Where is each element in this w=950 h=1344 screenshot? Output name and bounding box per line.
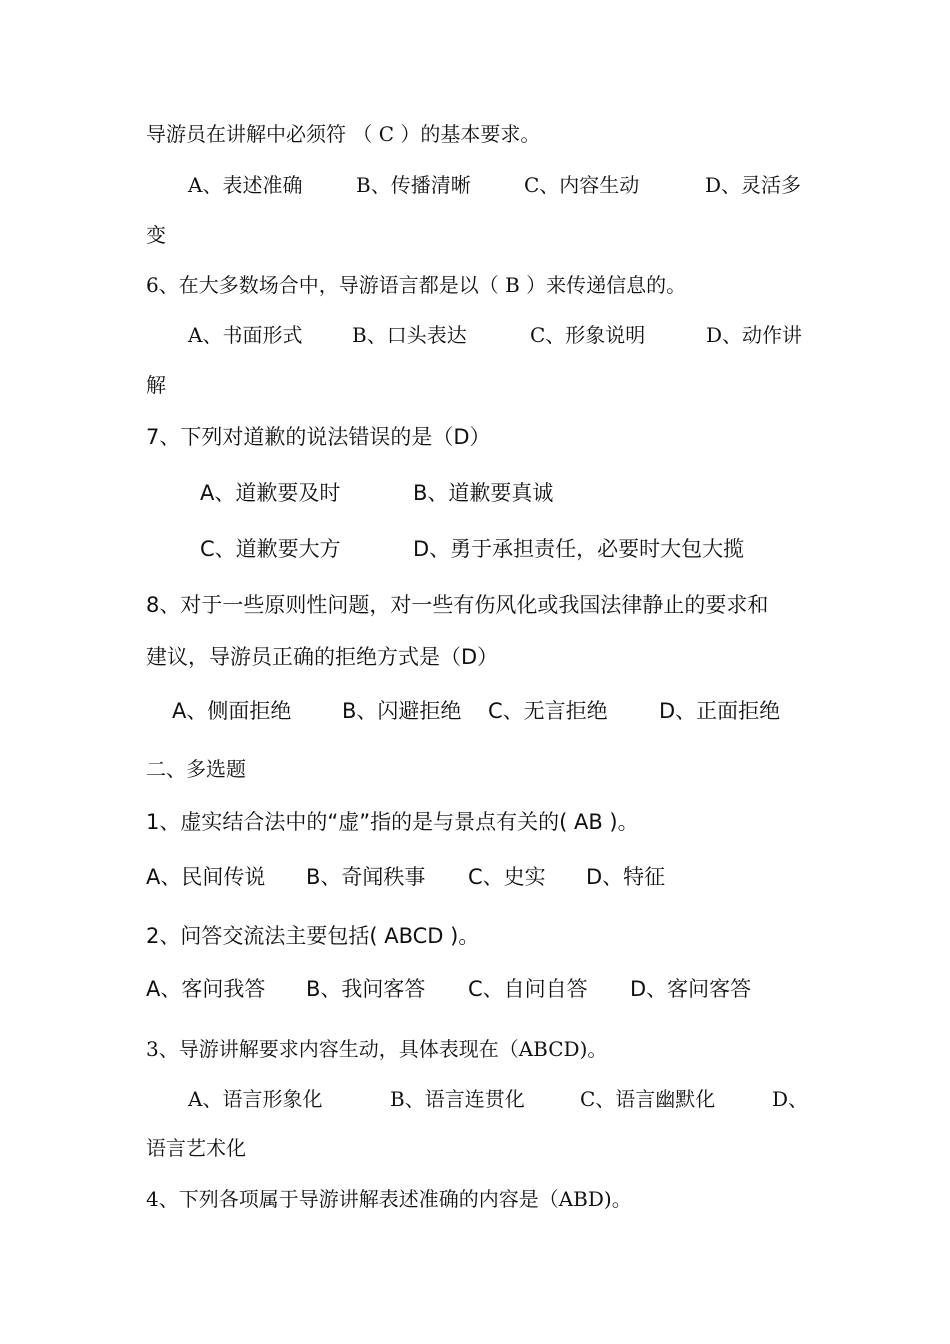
option-b: B、传播清晰 (356, 173, 471, 197)
option-b: B、语言连贯化 (390, 1087, 525, 1111)
option-c: C、形象说明 (530, 323, 646, 347)
option-a: A、客问我答 (146, 977, 266, 1001)
option-c: C、无言拒绝 (488, 699, 608, 723)
option-d: D、正面拒绝 (659, 699, 781, 723)
option-a: A、书面形式 (188, 323, 303, 347)
option-a: A、道歉要及时 (200, 481, 341, 505)
option-c: C、自问自答 (468, 977, 588, 1001)
question-5-option-d-wrap: 变 (146, 223, 166, 247)
option-d: D、勇于承担责任，必要时大包大揽 (413, 537, 745, 561)
question-8-stem-line-2: 建议，导游员正确的拒绝方式是（D） (146, 645, 499, 669)
question-5-stem: 导游员在讲解中必须符 （ C ）的基本要求。 (146, 122, 541, 146)
option-a: A、民间传说 (146, 865, 266, 889)
option-d: D、灵活多 (705, 173, 802, 197)
multi-question-2-stem: 2、问答交流法主要包括( ABCD )。 (146, 924, 480, 948)
multi-question-4-stem: 4、下列各项属于导游讲解表述准确的内容是（ABD)。 (146, 1187, 632, 1211)
multi-question-3-option-d-wrap: 语言艺术化 (146, 1136, 246, 1160)
option-d: D、动作讲 (706, 323, 803, 347)
section-heading-multiple-choice: 二、多选题 (146, 757, 246, 781)
question-6-stem: 6、在大多数场合中，导游语言都是以（ B ）来传递信息的。 (146, 273, 687, 297)
question-7-stem: 7、下列对道歉的说法错误的是（D） (146, 425, 491, 449)
option-b: B、闪避拒绝 (342, 699, 462, 723)
option-c: C、史实 (468, 865, 546, 889)
option-c: C、语言幽默化 (580, 1087, 716, 1111)
multi-question-1-stem: 1、虚实结合法中的“虚”指的是与景点有关的( AB )。 (146, 810, 639, 834)
option-a: A、侧面拒绝 (172, 699, 292, 723)
option-a: A、表述准确 (188, 173, 303, 197)
option-a: A、语言形象化 (188, 1087, 323, 1111)
option-d: D、客问客答 (630, 977, 752, 1001)
question-6-option-d-wrap: 解 (146, 373, 166, 397)
option-b: B、我问客答 (306, 977, 426, 1001)
option-c: C、内容生动 (524, 173, 640, 197)
option-b: B、口头表达 (352, 323, 467, 347)
option-c: C、道歉要大方 (200, 537, 341, 561)
multi-question-3-stem: 3、导游讲解要求内容生动，具体表现在（ABCD)。 (146, 1037, 608, 1061)
option-d: D、特征 (586, 865, 666, 889)
option-d: D、 (772, 1087, 809, 1111)
option-b: B、道歉要真诚 (413, 481, 554, 505)
question-8-stem-line-1: 8、对于一些原则性问题，对一些有伤风化或我国法律静止的要求和 (146, 593, 769, 617)
option-b: B、奇闻秩事 (306, 865, 426, 889)
